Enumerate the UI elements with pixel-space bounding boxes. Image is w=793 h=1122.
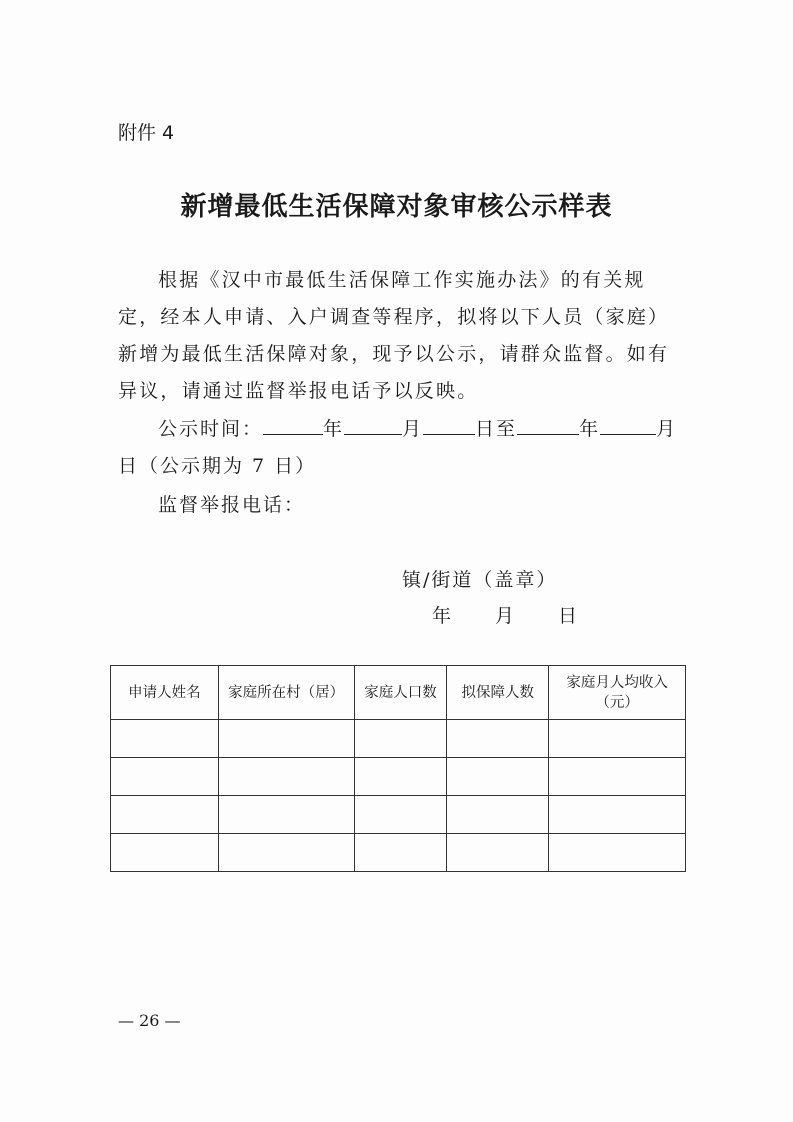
table-cell[interactable]	[111, 758, 219, 796]
header-insured-count: 拟保障人数	[447, 666, 549, 720]
table-cell[interactable]	[111, 834, 219, 872]
end-month-blank	[600, 418, 656, 435]
table-row	[111, 834, 686, 872]
table-cell[interactable]	[218, 796, 354, 834]
page-title: 新增最低生活保障对象审核公示样表	[180, 192, 613, 222]
table-cell[interactable]	[549, 720, 686, 758]
end-year-blank	[517, 418, 579, 435]
table-cell[interactable]	[549, 834, 686, 872]
start-year-blank	[263, 418, 323, 435]
publicity-table	[110, 665, 686, 872]
table-cell[interactable]	[111, 796, 219, 834]
intro-paragraph: 根据《汉中市最低生活保障工作实施办法》的有关规定，经本人申请、入户调查等程序，拟将以下人员（家庭）新增为最低生活保障对象，现予以公示，请群众监督。如有异议，请通过监督举报电话予以反映。	[118, 269, 670, 402]
table-cell[interactable]	[549, 796, 686, 834]
header-household-size: 家庭人口数	[354, 666, 447, 720]
signature-date: 年 月 日	[432, 605, 580, 627]
table-cell[interactable]	[111, 720, 219, 758]
attachment-label: 附件 4	[118, 122, 175, 144]
table-cell[interactable]	[218, 834, 354, 872]
table-header-row	[111, 666, 686, 720]
table-cell[interactable]	[549, 758, 686, 796]
table-cell[interactable]	[447, 758, 549, 796]
page-number: — 26 —	[118, 1011, 181, 1030]
header-monthly-income: 家庭月人均收入（元）	[549, 666, 686, 720]
header-village: 家庭所在村（居）	[218, 666, 354, 720]
table-cell[interactable]	[447, 796, 549, 834]
table-row	[111, 720, 686, 758]
table-cell[interactable]	[354, 796, 447, 834]
table-cell[interactable]	[447, 834, 549, 872]
day-to-label: 日至	[475, 418, 518, 440]
table-row	[111, 796, 686, 834]
month-label-2: 月	[656, 418, 678, 440]
publicity-period-line	[158, 414, 677, 441]
stamp-org-label: 镇/街道（盖章）	[402, 569, 558, 591]
table-cell[interactable]	[354, 758, 447, 796]
table-row	[111, 758, 686, 796]
month-label: 月	[402, 418, 424, 440]
table-cell[interactable]	[218, 720, 354, 758]
start-month-blank	[344, 418, 402, 435]
year-label: 年	[323, 418, 345, 440]
period-note: 日（公示期为 7 日）	[118, 455, 317, 477]
hotline-label: 监督举报电话：	[158, 494, 306, 516]
period-label: 公示时间：	[158, 418, 264, 440]
table-cell[interactable]	[354, 720, 447, 758]
table-cell[interactable]	[354, 834, 447, 872]
year-label-2: 年	[579, 418, 601, 440]
header-applicant-name: 申请人姓名	[111, 666, 219, 720]
table-cell[interactable]	[218, 758, 354, 796]
table-cell[interactable]	[447, 720, 549, 758]
start-day-blank	[423, 418, 475, 435]
